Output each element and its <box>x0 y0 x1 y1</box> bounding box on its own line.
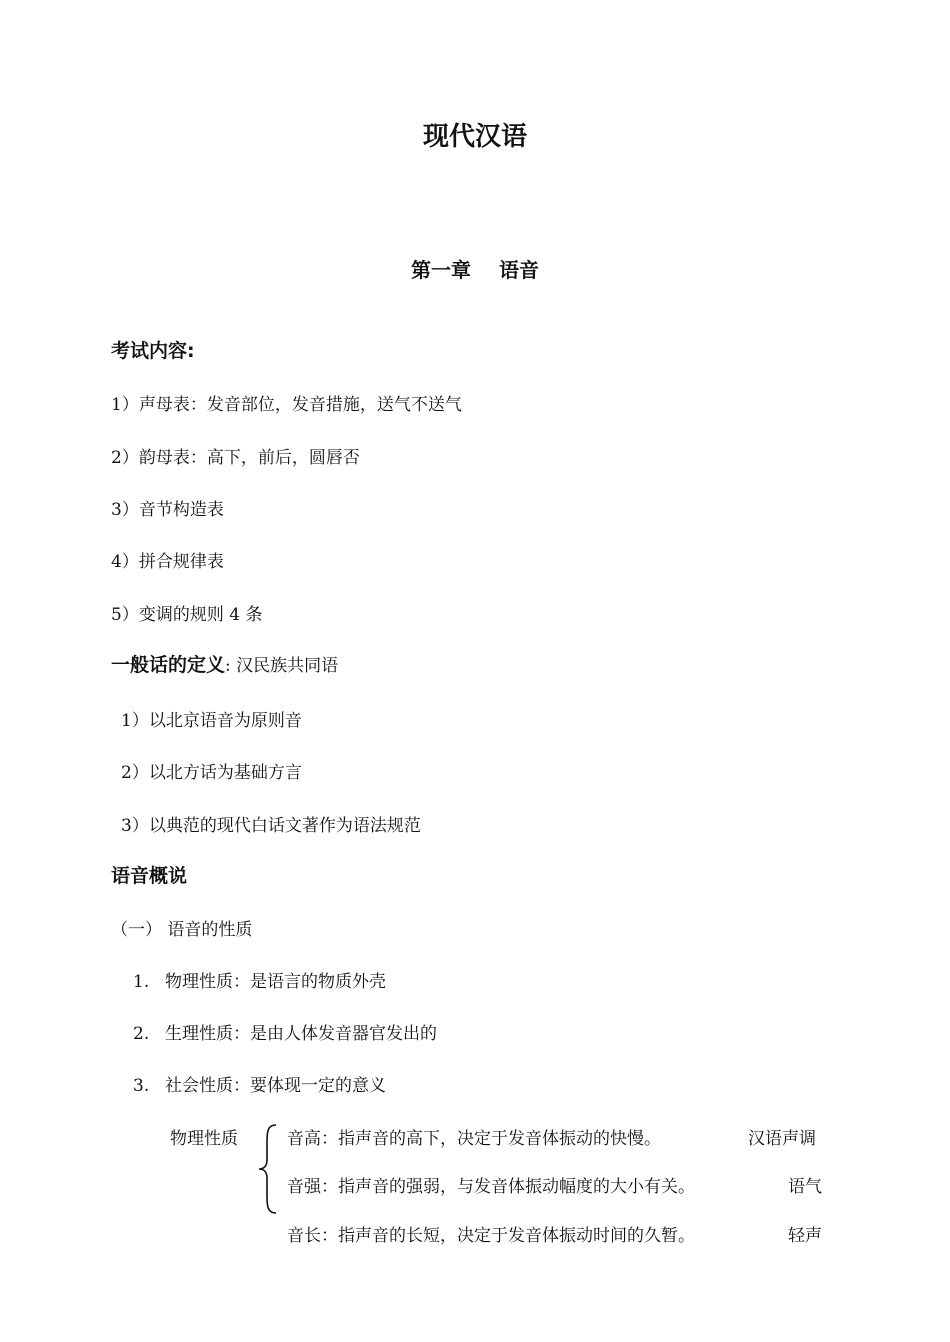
item-number: 2. <box>133 1024 150 1044</box>
item-text: 物理性质：是语言的物质外壳 <box>165 972 386 992</box>
putonghua-heading: 一般话的定义 <box>111 654 226 676</box>
overview-subheading: （一） 语音的性质 <box>111 920 253 940</box>
property-pitch-note: 汉语声调 <box>748 1129 816 1149</box>
property-pitch: 音高：指声音的高下，决定于发音体振动的快慢。 <box>287 1129 661 1149</box>
item-number: 1. <box>133 972 150 992</box>
putonghua-definition <box>111 650 338 677</box>
item-number: 3. <box>133 1076 150 1096</box>
property-duration-note: 轻声 <box>788 1226 822 1246</box>
chapter-name: 语音 <box>499 258 539 282</box>
document-title: 现代汉语 <box>422 122 527 152</box>
overview-item-3 <box>133 1071 386 1096</box>
putonghua-definition-text: : 汉民族共同语 <box>225 656 339 676</box>
putonghua-item-2: 2）以北方话为基础方言 <box>121 763 302 783</box>
item-text: 社会性质：要体现一定的意义 <box>165 1076 386 1096</box>
putonghua-item-3: 3）以典范的现代白话文著作为语法规范 <box>121 816 421 836</box>
exam-item-5: 5）变调的规则 4 条 <box>111 605 263 625</box>
property-intensity-note: 语气 <box>788 1177 822 1197</box>
chapter-heading <box>0 254 950 283</box>
overview-item-1 <box>133 967 386 992</box>
physical-label: 物理性质 <box>170 1129 238 1149</box>
property-duration: 音长：指声音的长短，决定于发音体振动时间的久暂。 <box>287 1226 695 1246</box>
putonghua-item-1: 1）以北京语音为原则音 <box>121 711 302 731</box>
exam-item-4: 4）拼合规律表 <box>111 552 224 572</box>
chapter-number: 第一章 <box>411 258 471 282</box>
overview-item-2 <box>133 1019 437 1044</box>
exam-item-2: 2）韵母表：高下，前后，圆唇否 <box>111 448 360 468</box>
exam-item-1: 1）声母表：发音部位，发音措施，送气不送气 <box>111 395 462 415</box>
overview-heading: 语音概说 <box>111 865 188 887</box>
exam-content-heading: 考试内容: <box>111 340 195 362</box>
item-text: 生理性质：是由人体发音器官发出的 <box>165 1024 437 1044</box>
property-intensity: 音强：指声音的强弱，与发音体振动幅度的大小有关。 <box>287 1177 695 1197</box>
exam-item-3: 3）音节构造表 <box>111 500 224 520</box>
curly-brace-icon <box>254 1122 284 1216</box>
